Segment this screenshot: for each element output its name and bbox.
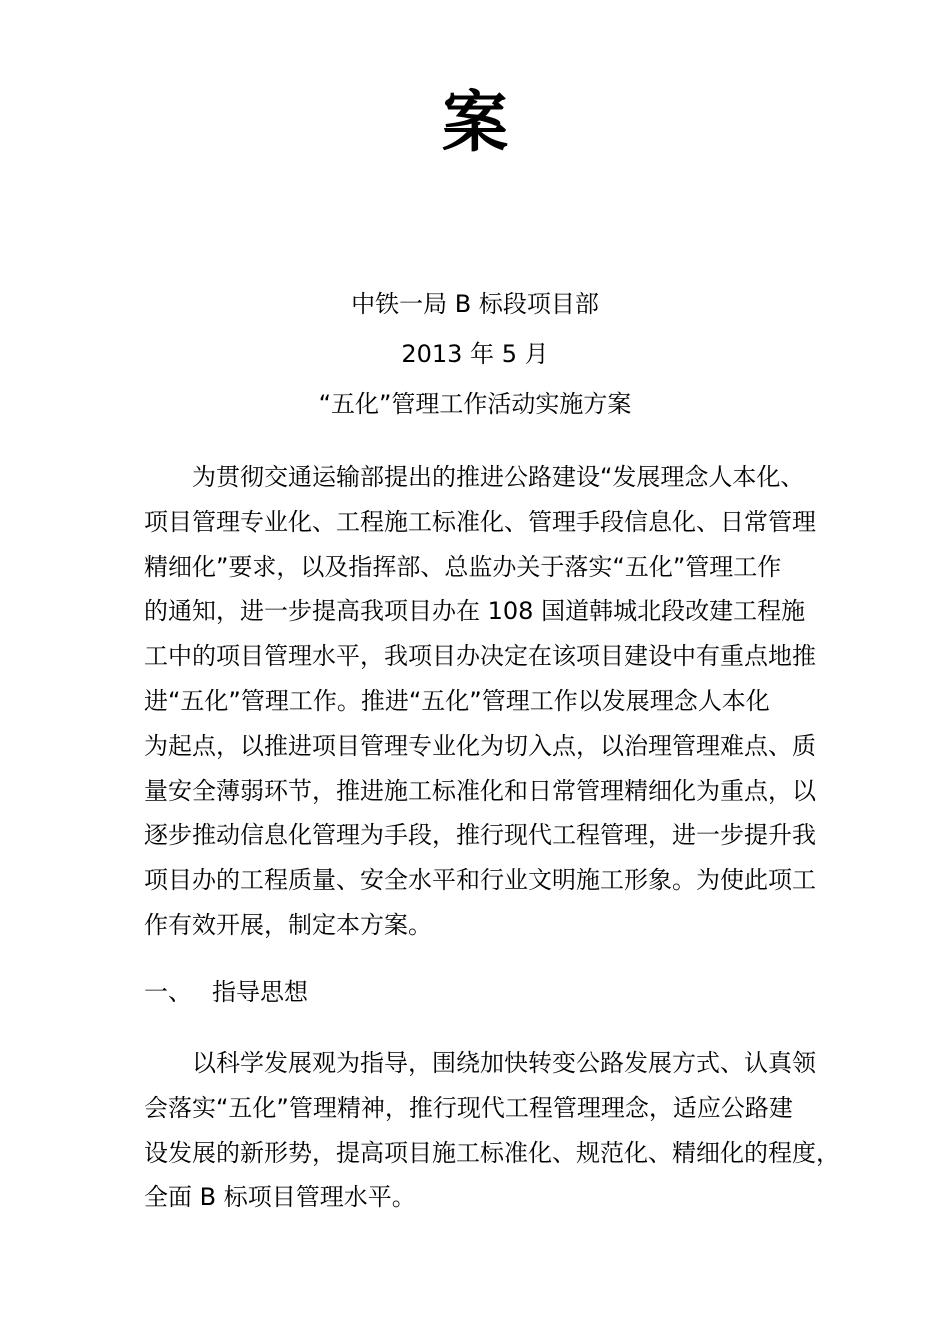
section-heading xyxy=(144,974,308,1010)
paragraph-line: 精细化”要求，以及指挥部、总监办关于落实“五化”管理工作 xyxy=(144,552,782,581)
paragraph-line: 进“五化”管理工作。推进“五化”管理工作以发展理念人本化 xyxy=(144,686,770,715)
paragraph-line: 逐步推动信息化管理为手段，推行现代工程管理，进一步提升我 xyxy=(144,821,816,850)
paragraph-line: 项目办的工程质量、安全水平和行业文明施工形象。为使此项工 xyxy=(144,866,816,895)
paragraph-line: 量安全薄弱环节，推进施工标准化和日常管理精细化为重点，以 xyxy=(144,776,816,805)
paragraph-line: 为起点，以推进项目管理专业化为切入点，以治理管理难点、质 xyxy=(144,731,816,760)
date-line: 2013 年 5 月 xyxy=(401,340,549,368)
paragraph-line: 项目管理专业化、工程施工标准化、管理手段信息化、日常管理 xyxy=(144,507,816,536)
intro-paragraph xyxy=(144,455,816,948)
paragraph-line: 以科学发展观为指导，围绕加快转变公路发展方式、认真领 xyxy=(192,1049,816,1077)
paragraph-line: 会落实“五化”管理精神，推行现代工程管理理念，适应公路建 xyxy=(144,1093,793,1122)
document-subtitle: “五化”管理工作活动实施方案 xyxy=(318,390,632,418)
paragraph-line: 设发展的新形势，提高项目施工标准化、规范化、精细化的程度， xyxy=(144,1138,840,1167)
paragraph-line: 的通知，进一步提高我项目办在 108 国道韩城北段改建工程施 xyxy=(144,597,806,626)
title-fragment: 案 xyxy=(442,84,508,161)
paragraph-line: 作有效开展，制定本方案。 xyxy=(144,910,432,939)
organization-line: 中铁一局 B 标段项目部 xyxy=(351,290,599,318)
section-title: 指导思想 xyxy=(212,978,308,1006)
paragraph-line: 全面 B 标项目管理水平。 xyxy=(144,1183,416,1212)
section-paragraph xyxy=(144,1041,840,1220)
paragraph-line: 为贯彻交通运输部提出的推进公路建设“发展理念人本化、 xyxy=(192,463,805,491)
paragraph-line: 工中的项目管理水平，我项目办决定在该项目建设中有重点地推 xyxy=(144,642,816,671)
section-number: 一、 xyxy=(144,978,192,1006)
